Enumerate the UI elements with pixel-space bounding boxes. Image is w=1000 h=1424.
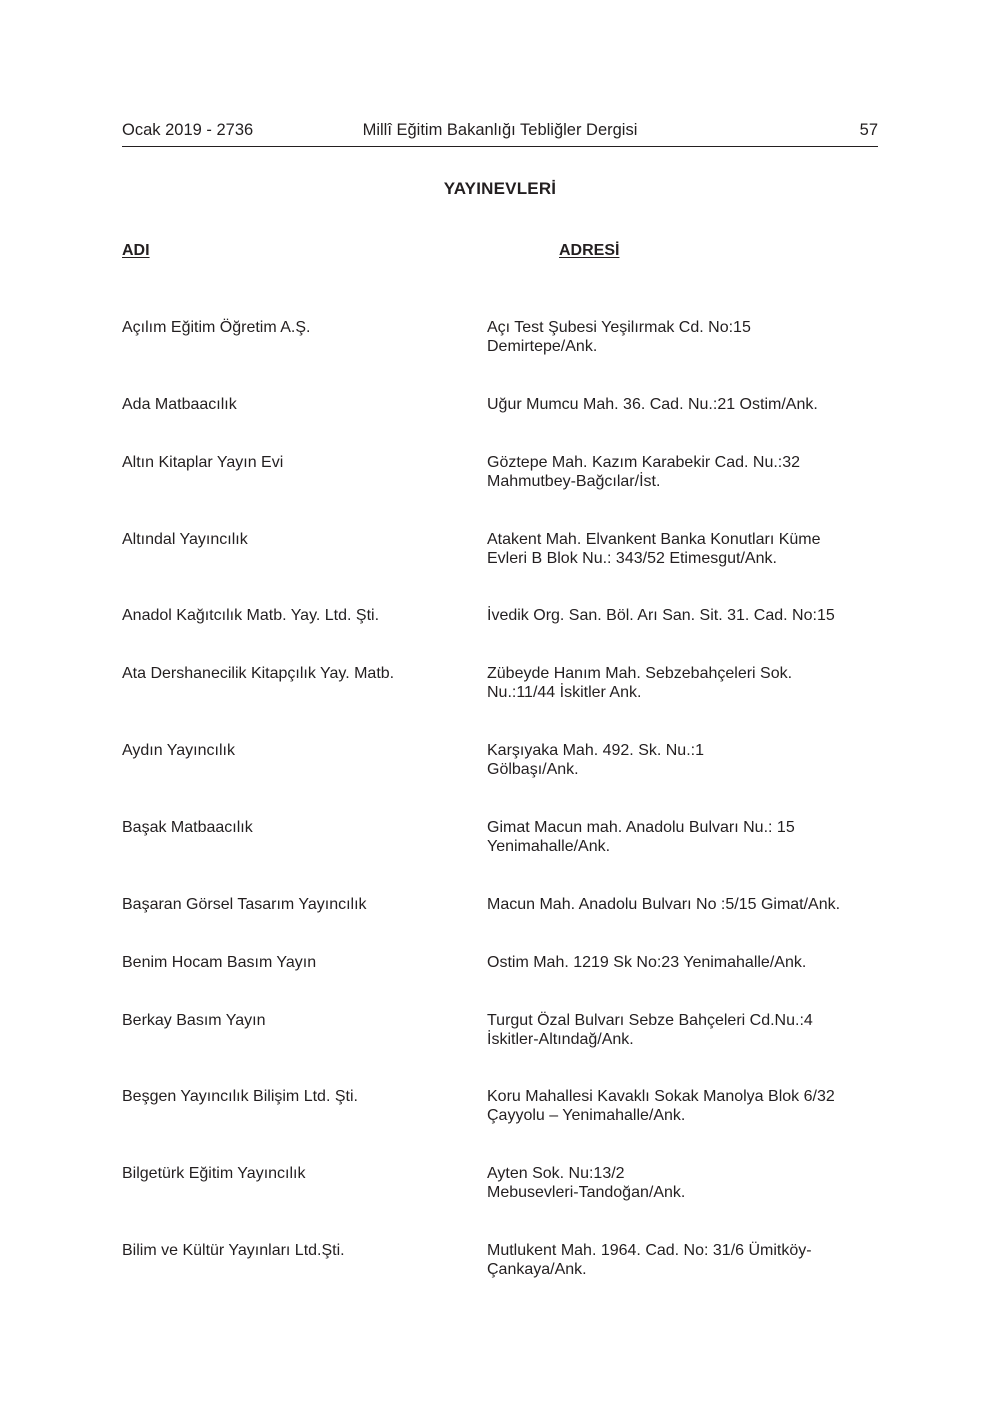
publisher-name: Başak Matbaacılık [122, 819, 253, 836]
address-line: İskitler-Altındağ/Ank. [487, 1031, 634, 1048]
address-line: Mebusevleri-Tandoğan/Ank. [487, 1184, 686, 1201]
journal-title: Millî Eğitim Bakanlığı Tebliğler Dergisi [362, 121, 638, 139]
address-line: Yenimahalle/Ank. [487, 838, 611, 855]
address-line: Atakent Mah. Elvankent Banka Konutları Küme [487, 531, 821, 548]
publisher-name: Açılım Eğitim Öğretim A.Ş. [122, 319, 311, 336]
publisher-name: Bilim ve Kültür Yayınları Ltd.Şti. [122, 1242, 345, 1259]
publisher-address [487, 1241, 882, 1279]
publisher-name: Altın Kitaplar Yayın Evi [122, 454, 284, 471]
publisher-name: Aydın Yayıncılık [122, 742, 235, 759]
publisher-name: Berkay Basım Yayın [122, 1012, 266, 1029]
column-header-address: ADRESİ [559, 242, 620, 259]
column-header-name: ADI [122, 242, 150, 259]
address-line: Evleri B Blok Nu.: 343/52 Etimesgut/Ank. [487, 550, 777, 567]
publisher-address [487, 664, 882, 702]
publisher-address [487, 395, 882, 414]
address-line: Uğur Mumcu Mah. 36. Cad. Nu.:21 Ostim/Ank. [487, 396, 818, 413]
header-divider [122, 146, 878, 147]
address-line: Çankaya/Ank. [487, 1261, 587, 1278]
address-line: Açı Test Şubesi Yeşilırmak Cd. No:15 [487, 319, 751, 336]
publisher-address [487, 453, 882, 491]
publisher-name: Ata Dershanecilik Kitapçılık Yay. Matb. [122, 665, 395, 682]
address-line: Mutlukent Mah. 1964. Cad. No: 31/6 Ümitköy- [487, 1242, 812, 1259]
address-line: Demirtepe/Ank. [487, 338, 598, 355]
address-line: Zübeyde Hanım Mah. Sebzebahçeleri Sok. [487, 665, 793, 682]
address-line: Mahmutbey-Bağcılar/İst. [487, 473, 661, 490]
publisher-address [487, 530, 882, 568]
publisher-name: Ada Matbaacılık [122, 396, 237, 413]
publisher-name: Altındal Yayıncılık [122, 531, 248, 548]
address-line: Nu.:11/44 İskitler Ank. [487, 684, 642, 701]
address-line: Gölbaşı/Ank. [487, 761, 579, 778]
address-line: Ayten Sok. Nu:13/2 [487, 1165, 625, 1182]
publisher-address [487, 1011, 882, 1049]
address-line: Çayyolu – Yenimahalle/Ank. [487, 1107, 686, 1124]
publisher-address [487, 1164, 882, 1202]
address-line: Turgut Özal Bulvarı Sebze Bahçeleri Cd.Nu.:4 [487, 1012, 813, 1029]
publisher-name: Başaran Görsel Tasarım Yayıncılık [122, 896, 367, 913]
page-header [122, 121, 878, 143]
publisher-address [487, 953, 882, 972]
publisher-name: Benim Hocam Basım Yayın [122, 954, 317, 971]
publisher-address [487, 1087, 882, 1125]
publisher-address [487, 895, 882, 914]
publisher-name: Anadol Kağıtcılık Matb. Yay. Ltd. Şti. [122, 607, 380, 624]
publisher-address [487, 741, 882, 779]
address-line: Ostim Mah. 1219 Sk No:23 Yenimahalle/Ank. [487, 954, 807, 971]
address-line: Karşıyaka Mah. 492. Sk. Nu.:1 [487, 742, 704, 759]
address-line: Macun Mah. Anadolu Bulvarı No :5/15 Gimat/Ank. [487, 896, 841, 913]
page-number: 57 [859, 121, 878, 139]
address-line: Gimat Macun mah. Anadolu Bulvarı Nu.: 15 [487, 819, 795, 836]
publisher-address [487, 606, 882, 625]
publisher-address [487, 318, 882, 356]
publisher-name: Beşgen Yayıncılık Bilişim Ltd. Şti. [122, 1088, 358, 1105]
address-line: Göztepe Mah. Kazım Karabekir Cad. Nu.:32 [487, 454, 801, 471]
publisher-name: Bilgetürk Eğitim Yayıncılık [122, 1165, 306, 1182]
section-title: YAYINEVLERİ [443, 179, 557, 198]
publisher-address [487, 818, 882, 856]
issue-date: Ocak 2019 - 2736 [122, 121, 254, 139]
address-line: İvedik Org. San. Böl. Arı San. Sit. 31. Cad. No:15 [487, 607, 835, 624]
address-line: Koru Mahallesi Kavaklı Sokak Manolya Blok 6/32 [487, 1088, 835, 1105]
